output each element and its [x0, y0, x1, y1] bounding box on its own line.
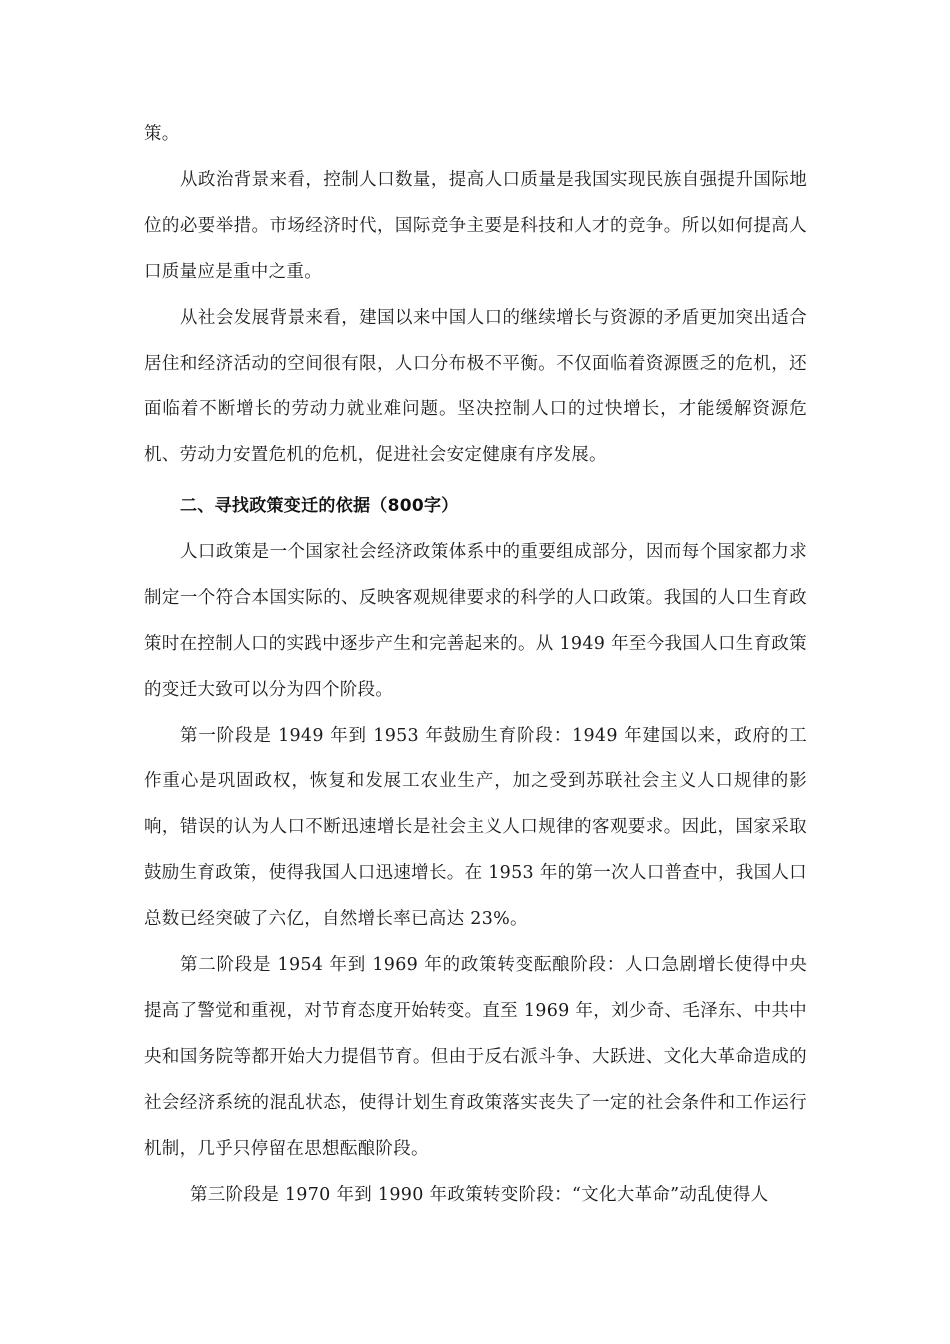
paragraph-social-background: 从社会发展背景来看，建国以来中国人口的继续增长与资源的矛盾更加突出适合居住和经济活动的空间很有限，人口分布极不平衡。不仅面临着资源匮乏的危机，还面临着不断增长的劳动力就业难问题。坚决控制人口的过快增长，才能缓解资源危机、劳动力安置危机的危机，促进社会安定健康有序发展。 — [144, 307, 807, 466]
section-heading: 二、寻找政策变迁的依据（800字） — [180, 496, 459, 516]
paragraph-continuation: 策。 — [144, 124, 180, 144]
paragraph-political-background: 从政治背景来看，控制人口数量，提高人口质量是我国实现民族自强提升国际地位的必要举措。市场经济时代，国际竞争主要是科技和人才的竞争。所以如何提高人口质量应是重中之重。 — [144, 169, 807, 282]
text-block-section — [144, 484, 807, 1219]
paragraph-population-policy: 人口政策是一个国家社会经济政策体系中的重要组成部分，因而每个国家都力求制定一个符合本国实际的、反映客观规律要求的科学的人口政策。我国的人口生育政策时在控制人口的实践中逐步产生和完善起来的。从 1949 年至今我国人口生育政策的变迁大致可以分为四个阶段。 — [144, 541, 807, 700]
paragraph-stage-one: 第一阶段是 1949 年到 1953 年鼓励生育阶段：1949 年建国以来，政府的工作重心是巩固政权，恢复和发展工农业生产，加之受到苏联社会主义人口规律的影响，错误的认为人口不断迅速增长是社会主义人口规律的客观要求。因此，国家采取鼓励生育政策，使得我国人口迅速增长。在 1953 年的第一次人口普查中，我国人口总数已经突破了六亿，自然增长率已高达 23%。 — [144, 725, 807, 930]
paragraph-stage-two: 第二阶段是 1954 年到 1969 年的政策转变酝酿阶段：人口急剧增长使得中央提高了警觉和重视，对节育态度开始转变。直至 1969 年，刘少奇、毛泽东、中共中央和国务院等都开始大力提倡节育。但由于反右派斗争、大跃进、文化大革命造成的社会经济系统的混乱状态，使得计划生育政策落实丧失了一定的社会条件和工作运行机制，几乎只停留在思想酝酿阶段。 — [144, 955, 807, 1159]
paragraph-stage-three: 第三阶段是 1970 年到 1990 年政策转变阶段：“文化大革命”动乱使得人 — [190, 1184, 769, 1205]
text-block-top — [144, 112, 807, 479]
